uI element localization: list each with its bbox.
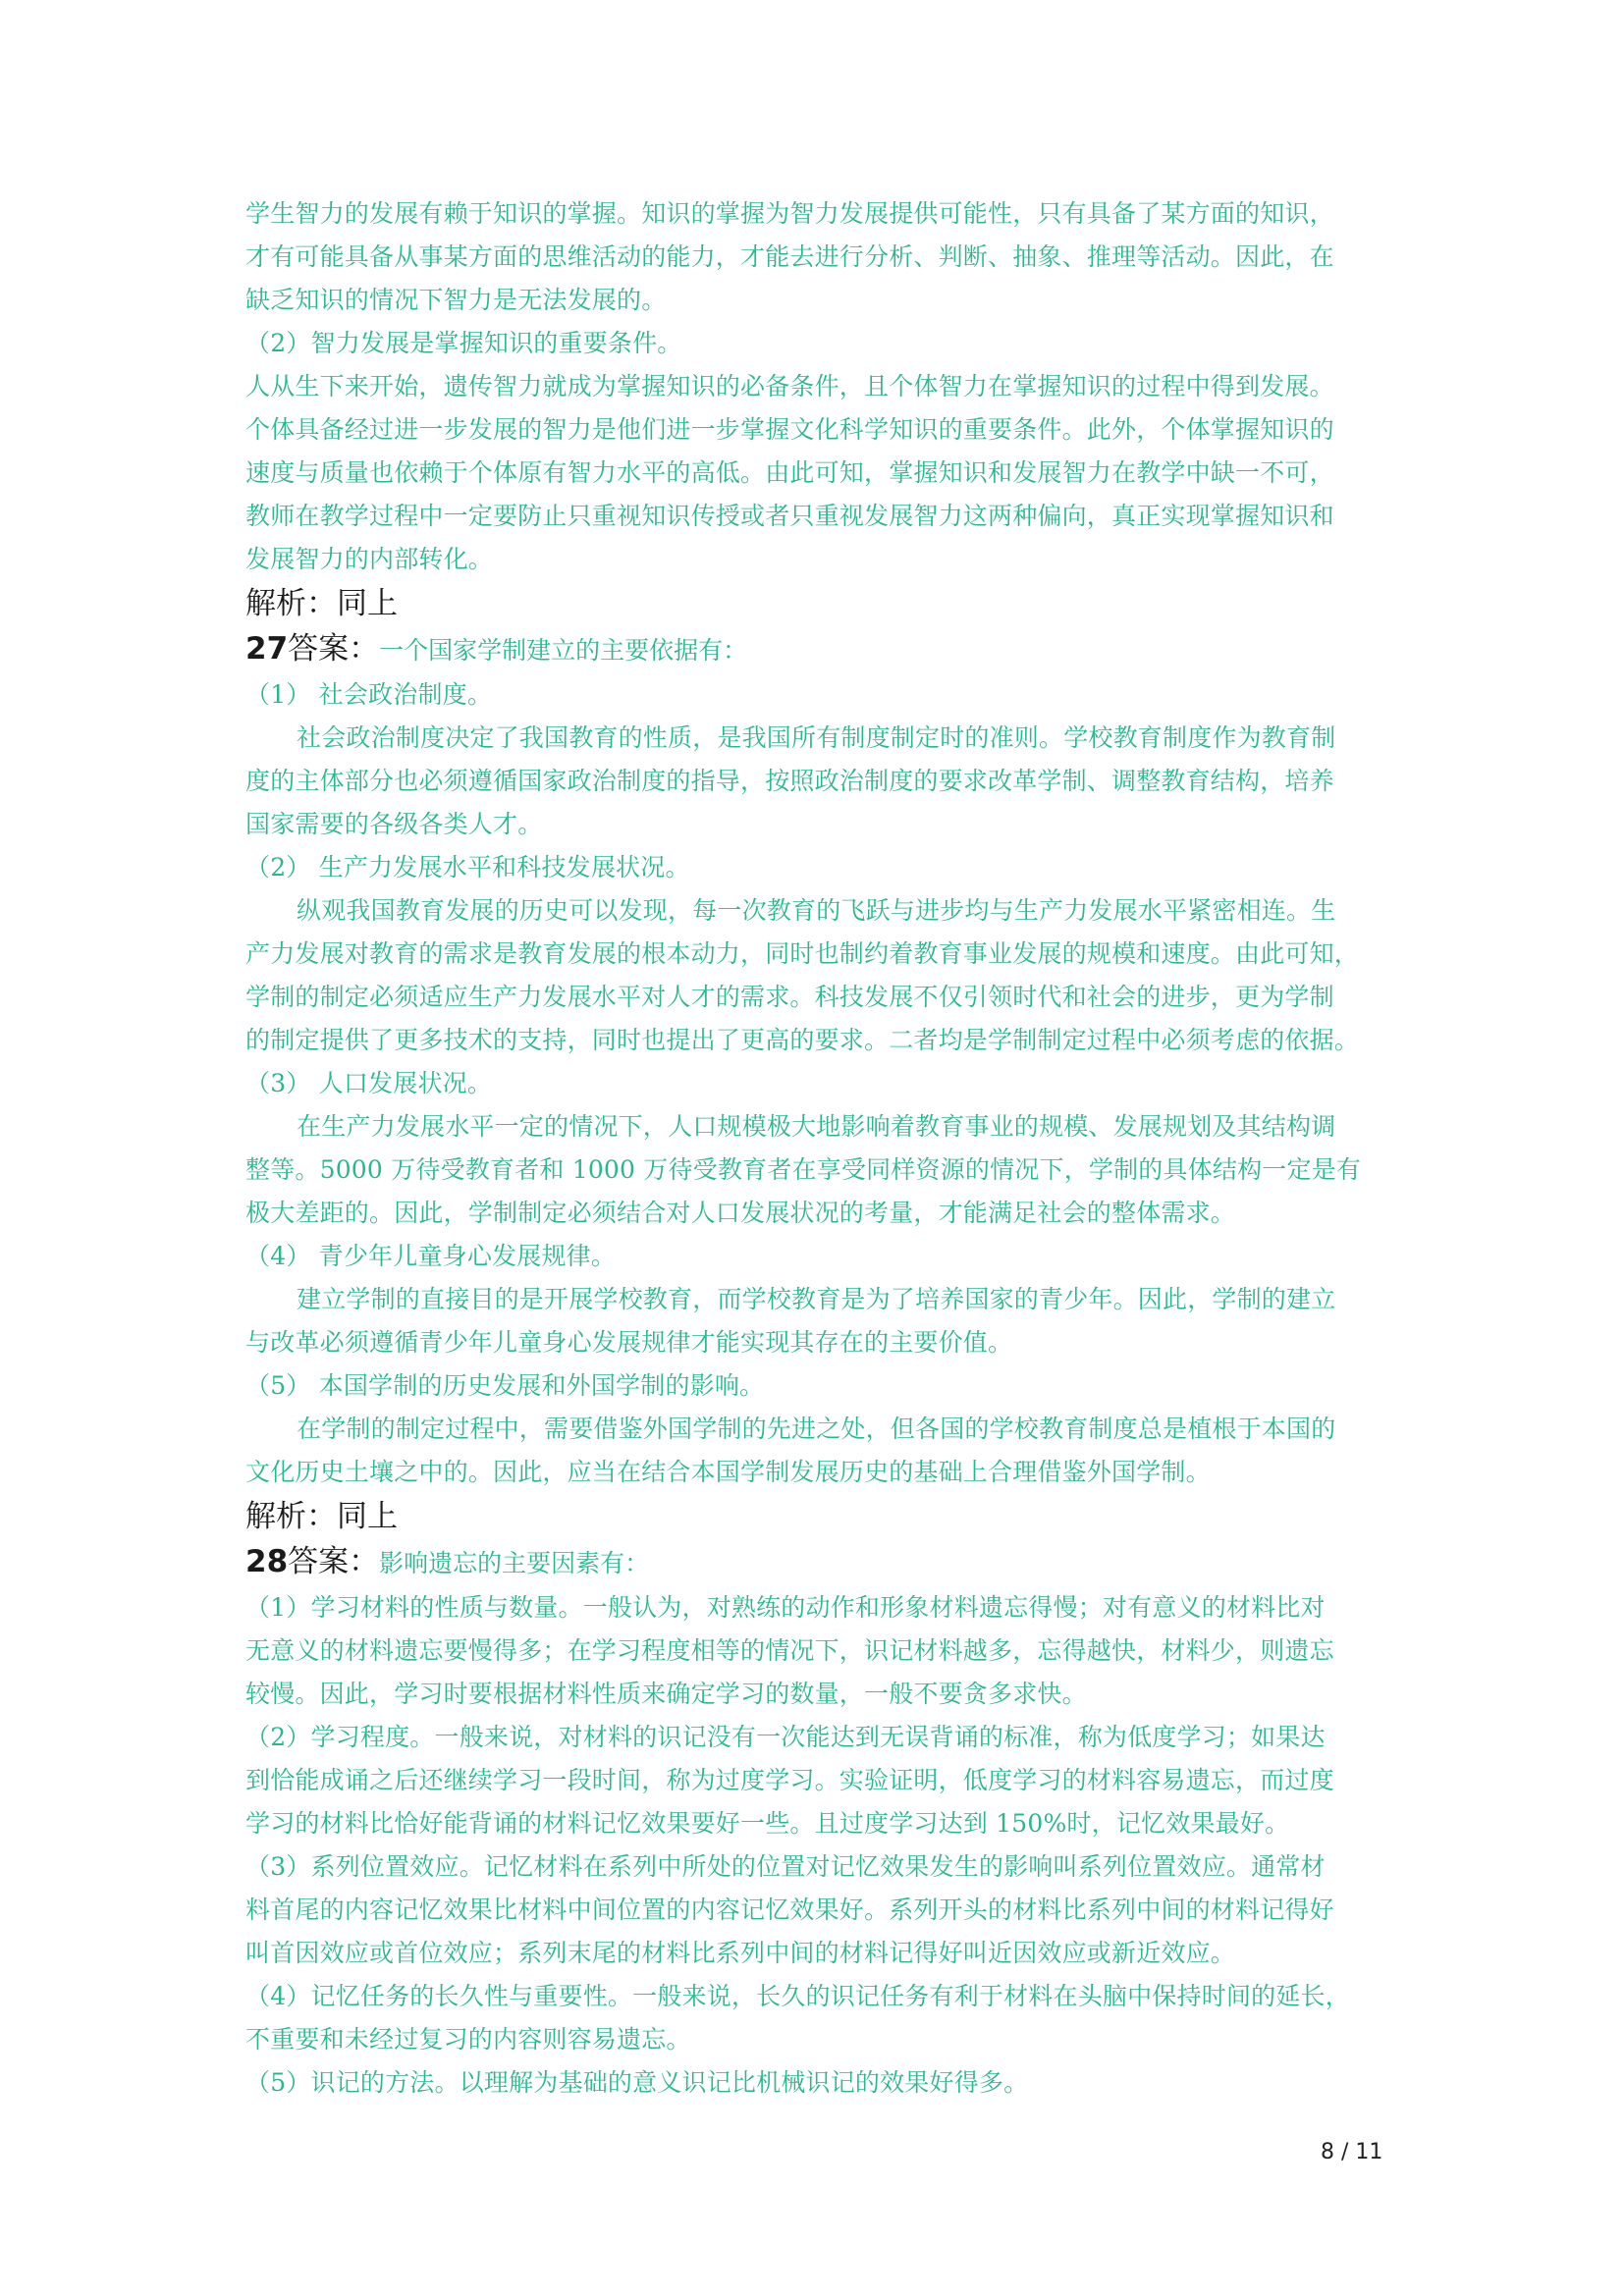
text-line: 极大差距的。因此，学制制定必须结合对人口发展状况的考量，才能满足社会的整体需求。 bbox=[245, 1199, 1236, 1227]
text-line: （1） 社会政治制度。 bbox=[245, 680, 493, 709]
intro-block bbox=[245, 192, 1389, 581]
text-line: （5）识记的方法。以理解为基础的意义识记比机械识记的效果好得多。 bbox=[245, 2068, 1029, 2097]
text-line: （3） 人口发展状况。 bbox=[245, 1069, 493, 1097]
question-number: 27 bbox=[245, 631, 289, 667]
text-line: 到恰能成诵之后还继续学习一段时间，称为过度学习。实验证明，低度学习的材料容易遗忘，而过度 bbox=[245, 1766, 1334, 1794]
text-line: 学习的材料比恰好能背诵的材料记忆效果要好一些。且过度学习达到 150%时，记忆效果最好。 bbox=[245, 1809, 1290, 1838]
text-line: 人从生下来开始，遗传智力就成为掌握知识的必备条件，且个体智力在掌握知识的过程中得到发展。 bbox=[245, 372, 1334, 400]
text-line: 社会政治制度决定了我国教育的性质，是我国所有制度制定时的准则。学校教育制度作为教育制 bbox=[297, 723, 1336, 752]
text-line: 才有可能具备从事某方面的思维活动的能力，才能去进行分析、判断、抽象、推理等活动。因此，在 bbox=[245, 242, 1334, 271]
answer-lead: 影响遗忘的主要因素有： bbox=[379, 1549, 650, 1577]
text-line: 无意义的材料遗忘要慢得多；在学习程度相等的情况下，识记材料越多，忘得越快，材料少，则遗忘 bbox=[245, 1636, 1334, 1665]
answer-label: 答案： bbox=[288, 1544, 380, 1579]
text-line: 缺乏知识的情况下智力是无法发展的。 bbox=[245, 286, 667, 314]
text-line: （2） 生产力发展水平和科技发展状况。 bbox=[245, 853, 690, 881]
question-28-answer-heading bbox=[245, 1539, 1389, 1586]
page-number: 8 / 11 bbox=[1321, 2140, 1383, 2164]
text-line: 度的主体部分也必须遵循国家政治制度的指导，按照政治制度的要求改革学制、调整教育结构，培养 bbox=[245, 767, 1334, 795]
text-line: （2）智力发展是掌握知识的重要条件。 bbox=[245, 329, 682, 357]
analysis-heading: 解析：同上 bbox=[245, 586, 398, 621]
text-line: 不重要和未经过复习的内容则容易遗忘。 bbox=[245, 2025, 691, 2054]
text-line: 在生产力发展水平一定的情况下，人口规模极大地影响着教育事业的规模、发展规划及其结构调 bbox=[297, 1112, 1336, 1141]
text-line: 在学制的制定过程中，需要借鉴外国学制的先进之处，但各国的学校教育制度总是植根于本国的 bbox=[297, 1415, 1336, 1443]
text-line: 纵观我国教育发展的历史可以发现，每一次教育的飞跃与进步均与生产力发展水平紧密相连。生 bbox=[297, 896, 1336, 925]
text-line: 较慢。因此，学习时要根据材料性质来确定学习的数量，一般不要贪多求快。 bbox=[245, 1680, 1087, 1708]
text-line: （2）学习程度。一般来说，对材料的识记没有一次能达到无误背诵的标准，称为低度学习；如果达 bbox=[245, 1723, 1326, 1751]
text-line: （5） 本国学制的历史发展和外国学制的影响。 bbox=[245, 1371, 765, 1400]
page-content bbox=[245, 192, 1389, 2105]
text-line: 学生智力的发展有赖于知识的掌握。知识的掌握为智力发展提供可能性，只有具备了某方面的知识， bbox=[245, 199, 1334, 228]
text-line: （3）系列位置效应。记忆材料在系列中所处的位置对记忆效果发生的影响叫系列位置效应。通常材 bbox=[245, 1852, 1326, 1881]
text-line: 个体具备经过进一步发展的智力是他们进一步掌握文化科学知识的重要条件。此外，个体掌握知识的 bbox=[245, 415, 1334, 444]
text-line: 文化历史土壤之中的。因此，应当在结合本国学制发展历史的基础上合理借鉴外国学制。 bbox=[245, 1458, 1211, 1486]
question-number: 28 bbox=[245, 1544, 289, 1579]
answer-lead: 一个国家学制建立的主要依据有： bbox=[379, 636, 748, 665]
text-line: 叫首因效应或首位效应；系列末尾的材料比系列中间的材料记得好叫近因效应或新近效应。 bbox=[245, 1939, 1236, 1967]
text-line: 与改革必须遵循青少年儿童身心发展规律才能实现其存在的主要价值。 bbox=[245, 1328, 1013, 1357]
question-27-answer-heading bbox=[245, 626, 1389, 673]
question-27-body bbox=[245, 673, 1389, 1494]
text-line: （4）记忆任务的长久性与重要性。一般来说，长久的识记任务有利于材料在头脑中保持时间的延长， bbox=[245, 1982, 1350, 2010]
answer-label: 答案： bbox=[288, 631, 380, 667]
text-line: 整等。5000 万待受教育者和 1000 万待受教育者在享受同样资源的情况下，学制的具体结构一定是有 bbox=[245, 1155, 1362, 1184]
text-line: 发展智力的内部转化。 bbox=[245, 545, 494, 573]
text-line: 的制定提供了更多技术的支持，同时也提出了更高的要求。二者均是学制制定过程中必须考虑的依据。 bbox=[245, 1026, 1360, 1054]
text-line: 料首尾的内容记忆效果比材料中间位置的内容记忆效果好。系列开头的材料比系列中间的材料记得好 bbox=[245, 1896, 1334, 1924]
analysis-heading: 解析：同上 bbox=[245, 1499, 398, 1534]
text-line: （1）学习材料的性质与数量。一般认为，对熟练的动作和形象材料遗忘得慢；对有意义的材料比对 bbox=[245, 1593, 1326, 1622]
text-line: 国家需要的各级各类人才。 bbox=[245, 810, 543, 838]
question-28-body bbox=[245, 1586, 1389, 2105]
text-line: 产力发展对教育的需求是教育发展的根本动力，同时也制约着教育事业发展的规模和速度。由此可知， bbox=[245, 939, 1360, 968]
text-line: 速度与质量也依赖于个体原有智力水平的高低。由此可知，掌握知识和发展智力在教学中缺一不可， bbox=[245, 458, 1334, 487]
text-line: （4） 青少年儿童身心发展规律。 bbox=[245, 1242, 617, 1270]
text-line: 学制的制定必须适应生产力发展水平对人才的需求。科技发展不仅引领时代和社会的进步，更为学制 bbox=[245, 983, 1334, 1011]
text-line: 建立学制的直接目的是开展学校教育，而学校教育是为了培养国家的青少年。因此，学制的建立 bbox=[297, 1285, 1336, 1313]
text-line: 教师在教学过程中一定要防止只重视知识传授或者只重视发展智力这两种偏向，真正实现掌握知识和 bbox=[245, 502, 1334, 530]
